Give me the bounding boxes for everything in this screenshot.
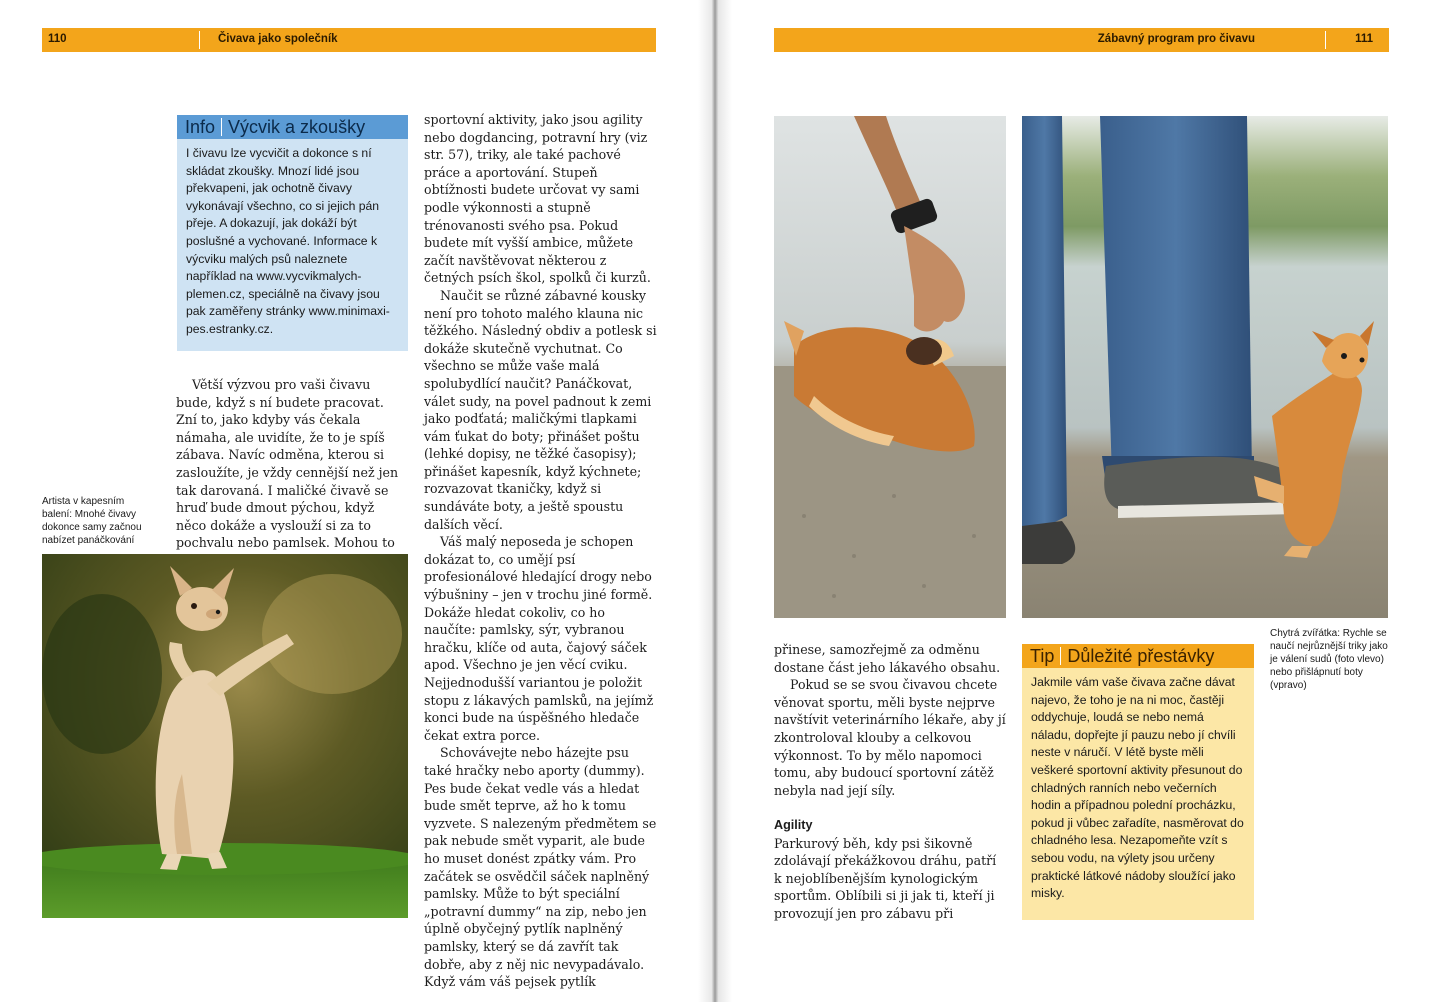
- left-col2-paragraph-4: Schovávejte nebo házejte psu také hračky nebo aporty (dummy). Pes bude čekat vedle vás a hledat bude smět teprve, až ho k tomu vyzvete. S nalezeným předmětem se pak nebude smět vyparit, ale bude ho muset donést zpátky vám. Pro začátek se osvědčil sáček naplněný pamlsky. Může to být speciální „potravní dummy“ na zip, nebo jen úplně obyčejný pytlík naplněný pamlsky, který se dá zavřít tak dobře, aby z něj nic nevypadávalo. Když vám váš pejsek pytlík: [424, 745, 657, 990]
- left-col2-paragraph-3: Váš malý neposeda je schopen dokázat to, co umějí psí profesionálové hledající drogy nebo výbušniny – jen v trochu jiné formě. Dokáže hledat cokoliv, co ho naučíte: pamlsky, sýr, vybranou hračku, klíče od auta, čajový sáček apod. Všechno je jen věcí cviku. Nejjednodušší variantou je položit stopu z lákavých pamlsků, na jejímž konci bude na úspěšného hledače čekat extra porce.: [424, 534, 654, 743]
- left-col1-paragraph: Větší výzvou pro vaši čivavu bude, když s ní budete pracovat. Zní to, jako kdyby vás čekala námaha, ale uvidíte, že to je spíš zábava. Navíc odměna, kterou si zasloužíte, je vždy cennější než jen tak darovaná. I maličké čivavě se hruď bude dmout pýchou, když něco dokáže a vyslouží si za to pochvalu nebo pamlsek. Mohou to: [176, 377, 399, 551]
- agility-paragraph: Parkurový běh, kdy psi šikovně zdolávají překážkovou dráhu, patří k nejoblíbenějším kynologickým sportům. Oblíbili si ji jak ti, kteří ji provozují jen pro zábavu při: [774, 835, 997, 921]
- info-box-divider: [221, 118, 222, 136]
- tip-box-title: Důležité přestávky: [1067, 646, 1215, 666]
- right-page-number: 111: [1355, 33, 1373, 45]
- right-running-header: [774, 28, 1389, 52]
- right-column-1-text: [774, 641, 1006, 923]
- standing-chihuahua-image: [42, 554, 408, 918]
- left-running-header: [42, 28, 656, 52]
- photo-standing-chihuahua: [42, 554, 408, 918]
- agility-heading: Agility: [774, 817, 813, 832]
- right-page: [716, 0, 1431, 1002]
- info-box-body: I čivavu lze vycvičit a dokonce s ní skládat zkoušky. Mnozí lidé jsou překvapeni, jak ochotně čivavy vykonávají všechno, co si jejich pán přeje. A dokazují, jak dokáží být poslušné a vychované. Informace k výcviku malých psů naleznete například na www.vycvikmalych-plemen.cz, speciálně na čivavy jsou pak zaměřeny stránky www.minimaxi-pes.estranky.cz.: [186, 146, 390, 336]
- info-box-title: Výcvik a zkoušky: [228, 117, 366, 137]
- left-column-1-text: [176, 376, 408, 570]
- info-box-header: [177, 115, 408, 139]
- left-photo-caption: Artista v kapesním balení: Mnohé čivavy dokonce samy začnou nabízet panáčkování: [42, 496, 142, 546]
- header-divider: [199, 31, 200, 49]
- tip-box-header: [1022, 644, 1254, 668]
- tip-box-body: Jakmile vám vaše čivava začne dávat najevo, že toho je na ni moc, častěji oddychuje, loudá se nebo nemá náladu, dopřejte jí pauzu nebo jí chvíli neste v náručí. V létě byste měli veškeré sportovní aktivity přesunout do chladných ranních nebo večerních hodin a případnou polední procházku, pokud ji vůbec zařadíte, nasměrovat do chladného lesa. Nezapomeňte vzít s sebou vodu, na výlety jsou určeny praktické látkové nádoby sloužící jako misky.: [1031, 675, 1244, 901]
- right-col1-paragraph-1: přinese, samozřejmě za odměnu dostane část jeho lákavého obsahu.: [774, 642, 1001, 675]
- rolling-chihuahua-image: [774, 116, 1006, 618]
- left-col2-paragraph-2: Naučit se různé zábavné kousky není pro tohoto malého klauna nic těžkého. Následný obdiv a potlesk si dokáže skutečně vychutnat. Co všechno se může vaše malá spolubydlící naučit? Panáčkovat, válet sudy, na povel padnout k zemi jako podťatá; maličkými tlapkami vám ťukat do boty; přinášet poštu (lehké dopisy, ne těžké časopisy); přinášet kapesník, když kýchnete; rozvazovat tkaničky, když si sundáváte boty, a ještě spoustu dalších věcí.: [424, 287, 657, 532]
- chihuahua-shoe-image: [1022, 116, 1388, 618]
- header-divider-right: [1325, 31, 1326, 49]
- left-col2-paragraph-1: sportovní aktivity, jako jsou agility nebo dogdancing, potravní hry (viz str. 57), triky, ale také pachové práce a aportování. Stupeň obtížnosti budete určovat vy sami podle výkonnosti a stupně trénovanosti svého psa. Pokud budete mít vyšší ambice, můžete začít navštěvovat některou z četných psích škol, spolků či kurzů.: [424, 112, 651, 286]
- left-page: [0, 0, 714, 1002]
- tip-box-label: Tip: [1030, 646, 1055, 666]
- right-running-title: Zábavný program pro čivavu: [1097, 33, 1255, 45]
- info-box-label: Info: [185, 117, 216, 137]
- tip-box-divider: [1060, 647, 1061, 665]
- left-column-2-text: [424, 111, 658, 991]
- right-col1-paragraph-2: Pokud se se svou čivavou chcete věnovat sportu, měli byste nejprve navštívit veterinárního lékaře, aby jí zkontroloval klouby a celkovou výkonnost. To by mělo napomoci tomu, aby budoucí sportovní zátěž nebyla nad její síly.: [774, 677, 1006, 798]
- left-page-number: 110: [48, 33, 67, 45]
- right-photo-caption: Chytrá zvířátka: Rychle se naučí nejrůznější triky jako je válení sudů (foto vlevo) nebo přišlápnutí boty (vpravo): [1270, 628, 1388, 691]
- info-box: [177, 115, 408, 351]
- tip-box: [1022, 644, 1254, 920]
- left-running-title: Čivava jako společník: [218, 33, 338, 45]
- photo-chihuahua-shoe: [1022, 116, 1388, 618]
- photo-rolling-chihuahua: [774, 116, 1006, 618]
